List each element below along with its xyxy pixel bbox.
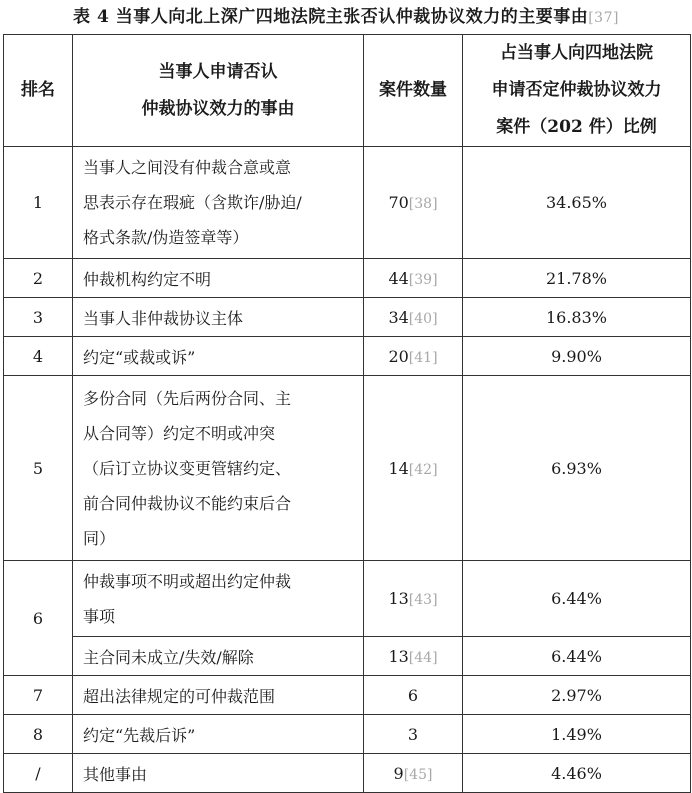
table-row — [4, 259, 691, 298]
percentage-cell: 6.44% — [463, 561, 691, 637]
header-reason — [73, 35, 364, 147]
count-reference: [41] — [408, 349, 438, 366]
header-reason-line: 仲裁协议效力的事由 — [141, 98, 295, 119]
reasons-table — [3, 34, 691, 793]
count-value: 13 — [388, 646, 409, 666]
table-title-text: 表 4 当事人向北上深广四地法院主张否认仲裁协议效力的主要事由 — [73, 7, 589, 27]
reason-line: 同） — [83, 528, 116, 548]
rank-cell: 1 — [4, 147, 73, 259]
count-value: 6 — [407, 685, 419, 705]
count-value: 34 — [388, 307, 409, 327]
reason-line: 多份合同（先后两份合同、主 — [83, 388, 292, 408]
reason-cell — [73, 147, 364, 259]
percentage-cell: 6.93% — [463, 376, 691, 561]
title-reference: [37] — [588, 10, 619, 26]
reason-cell — [73, 259, 364, 298]
rank-cell: 3 — [4, 298, 73, 337]
reason-line: 主合同未成立/失效/解除 — [83, 647, 254, 667]
header-pct-line: 占当事人向四地法院 — [500, 43, 653, 63]
count-reference: [39] — [408, 271, 438, 288]
count-cell — [364, 637, 463, 676]
percentage-cell: 2.97% — [463, 676, 691, 715]
table-row — [4, 376, 691, 561]
count-value: 3 — [407, 724, 419, 744]
reason-line: 思表示存在瑕疵（含欺诈/胁迫/ — [83, 193, 302, 212]
count-value: 70 — [388, 193, 409, 212]
reason-line: 约定“或裁或诉” — [83, 347, 196, 367]
rank-cell: 4 — [4, 337, 73, 376]
count-value: 13 — [388, 589, 409, 608]
percentage-cell: 6.44% — [463, 637, 691, 676]
reason-cell — [73, 754, 364, 793]
percentage-cell: 1.49% — [463, 715, 691, 754]
table-row — [4, 754, 691, 793]
reason-line: 仲裁机构约定不明 — [83, 269, 212, 289]
header-pct-line: 案件（202 件）比例 — [496, 117, 657, 137]
percentage-cell: 21.78% — [463, 259, 691, 298]
reason-cell — [73, 298, 364, 337]
table-row — [4, 637, 691, 676]
table-header-row — [4, 35, 691, 147]
count-reference: [44] — [408, 649, 438, 666]
reason-line: 超出法律规定的可仲裁范围 — [83, 686, 276, 706]
table-row — [4, 715, 691, 754]
reason-line: 格式条款/伪造签章等） — [83, 228, 249, 247]
header-percentage — [463, 35, 691, 147]
count-reference: [45] — [403, 766, 433, 783]
reason-line: 其他事由 — [83, 764, 148, 784]
table-row — [4, 561, 691, 637]
reason-line: 前合同仲裁协议不能约束后合 — [83, 493, 292, 513]
table-row — [4, 676, 691, 715]
reason-cell — [73, 376, 364, 561]
rank-cell: 5 — [4, 376, 73, 561]
count-value: 20 — [388, 346, 409, 366]
table-row — [4, 337, 691, 376]
reason-cell — [73, 715, 364, 754]
count-cell — [364, 754, 463, 793]
table-row — [4, 147, 691, 259]
header-rank: 排名 — [4, 35, 73, 147]
count-cell — [364, 298, 463, 337]
count-value: 44 — [388, 268, 409, 288]
count-cell — [364, 676, 463, 715]
reason-line: 约定“先裁后诉” — [83, 725, 196, 745]
percentage-cell: 4.46% — [463, 754, 691, 793]
reason-cell — [73, 561, 364, 637]
percentage-cell: 34.65% — [463, 147, 691, 259]
reason-line: （后订立协议变更管辖约定、 — [83, 458, 292, 478]
count-cell — [364, 561, 463, 637]
reason-cell — [73, 337, 364, 376]
rank-cell: 2 — [4, 259, 73, 298]
reason-line: 仲裁事项不明或超出约定仲裁 — [83, 571, 292, 591]
header-count: 案件数量 — [364, 35, 463, 147]
table-title — [0, 0, 692, 34]
percentage-cell: 16.83% — [463, 298, 691, 337]
count-cell — [364, 337, 463, 376]
reason-cell — [73, 676, 364, 715]
rank-cell: / — [4, 754, 73, 793]
count-reference: [40] — [408, 310, 438, 327]
table-row — [4, 298, 691, 337]
count-cell — [364, 376, 463, 561]
count-reference: [38] — [408, 196, 438, 212]
reason-line: 当事人非仲裁协议主体 — [83, 308, 244, 328]
count-reference: [43] — [408, 592, 438, 608]
count-cell — [364, 715, 463, 754]
percentage-cell: 9.90% — [463, 337, 691, 376]
count-cell — [364, 147, 463, 259]
reason-cell — [73, 637, 364, 676]
rank-cell: 8 — [4, 715, 73, 754]
rank-cell: 6 — [4, 561, 73, 676]
header-pct-line: 申请否定仲裁协议效力 — [491, 80, 662, 100]
count-reference: [42] — [408, 461, 438, 478]
rank-cell: 7 — [4, 676, 73, 715]
reason-line: 从合同等）约定不明或冲突 — [83, 423, 276, 443]
count-value: 9 — [393, 763, 404, 783]
reason-line: 事项 — [83, 606, 116, 626]
count-cell — [364, 259, 463, 298]
reason-line: 当事人之间没有仲裁合意或意 — [83, 158, 292, 177]
header-reason-line: 当事人申请否认 — [158, 61, 278, 82]
count-value: 14 — [388, 458, 409, 478]
